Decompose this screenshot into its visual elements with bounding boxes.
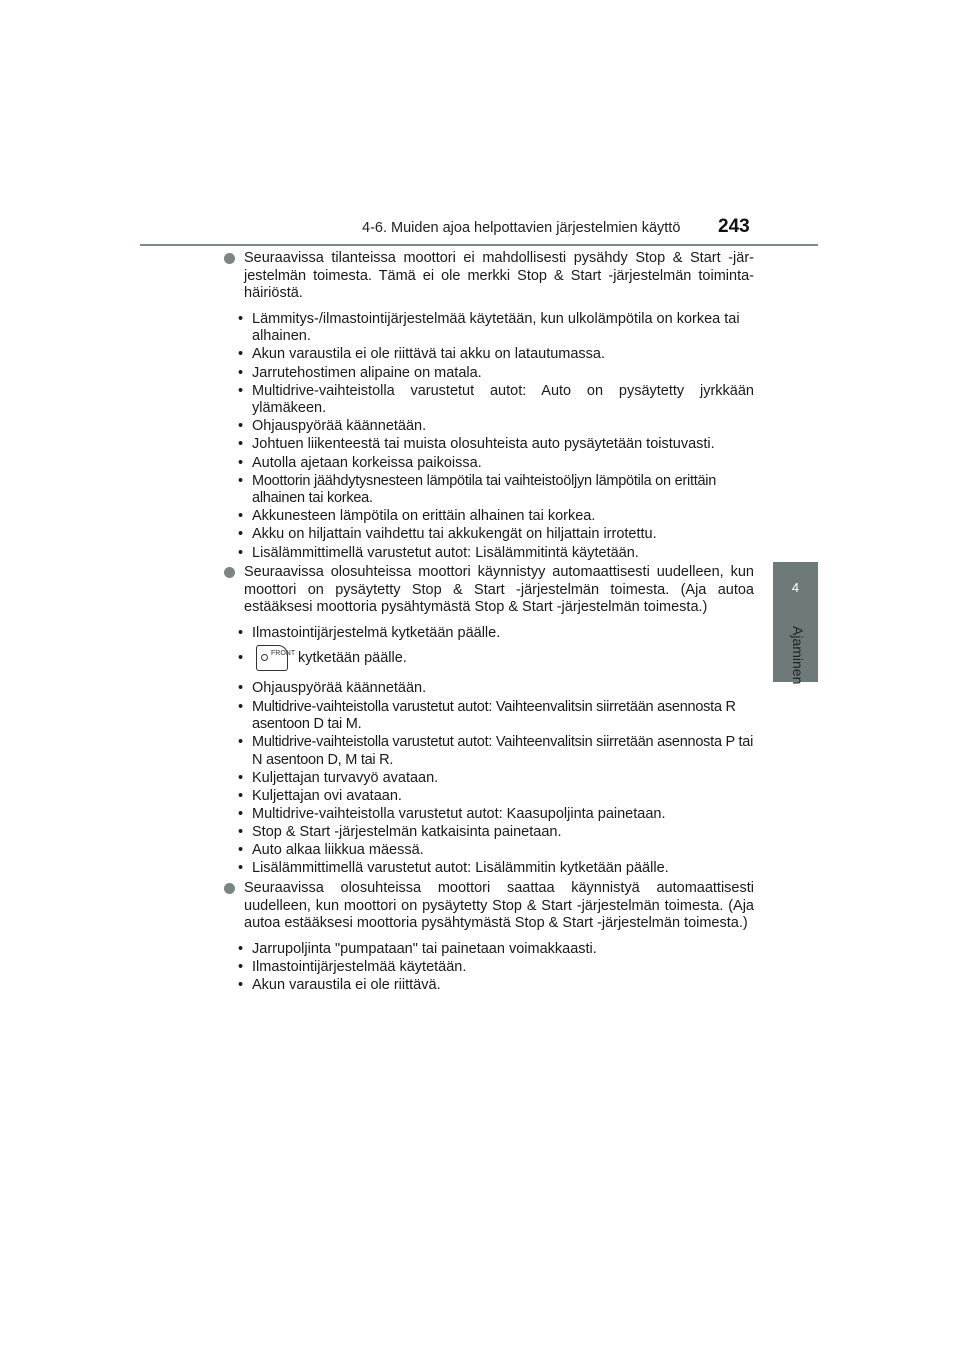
list-item: • Kuljettajan turvavyö avataan. <box>238 769 439 786</box>
circle-bullet-icon <box>224 883 235 894</box>
list-item: • Jarrutehostimen alipaine on matala. <box>238 364 482 381</box>
list-item: • Ohjauspyörää käännetään. <box>238 680 427 697</box>
chapter-tab-label: Ajaminen <box>790 626 806 685</box>
list-item: • Akun varaustila ei ole riittävä tai akku on latautumassa. <box>238 346 606 363</box>
list-item: • Autolla ajetaan korkeissa paikoissa. <box>238 454 482 471</box>
list-item: • Moottorin jäähdytysnesteen lämpötila tai vaihteistoöljyn lämpötila on erittäin alhainen tai korkea. <box>238 472 717 507</box>
list-item: • Lämmitys-/ilmastointijärjestelmää käytetään, kun ulkolämpötila on korkea tai alhainen. <box>238 310 740 345</box>
main-paragraph-1 <box>224 250 754 303</box>
list-item: • Ilmastointijärjestelmää käytetään. <box>238 958 467 975</box>
list-item: • FRONT kytketään päälle. <box>238 648 754 678</box>
list-item: • Lisälämmittimellä varustetut autot: Lisälämmitin kytketään päälle. <box>238 860 669 877</box>
list-item: • Johtuen liikenteestä tai muista olosuhteista auto pysäytetään toistuvasti. <box>238 436 715 453</box>
list-item: • Multidrive-vaihteistolla varustetut autot: Auto on pysäytetty jyrkkään ylämäkeen. <box>238 382 754 417</box>
list-item: • Jarrupoljinta "pumpataan" tai painetaan voimakkaasti. <box>238 940 597 957</box>
list-item: • Akkunesteen lämpötila on erittäin alhainen tai korkea. <box>238 508 596 525</box>
list-item: • Multidrive-vaihteistolla varustetut autot: Vaihteenvalitsin siirretään asennosta R asentoon D tai M. <box>238 698 736 733</box>
page-content <box>224 250 754 995</box>
list-item: • Ilmastointijärjestelmä kytketään päälle. <box>238 624 501 641</box>
circle-bullet-icon <box>224 253 235 264</box>
main-paragraph-2 <box>224 564 754 617</box>
front-defroster-button-icon: FRONT <box>256 645 288 671</box>
list-item: • Akun varaustila ei ole riittävä. <box>238 976 441 993</box>
main-paragraph-text: Seuraavissa olosuhteissa moottori käynnistyy automaattisesti uudelleen, kun moottori on pysäytetty Stop & Start -järjestelmän toimesta. (Aja autoa estääksesi moottoria pysähtymästä Stop & Start -järjestelmän toimesta.) <box>244 564 754 616</box>
list-item: • Ohjauspyörää käännetään. <box>238 418 427 435</box>
sub-list-3 <box>238 941 754 995</box>
page-number: 243 <box>718 216 750 237</box>
list-item: • Stop & Start -järjestelmän katkaisinta painetaan. <box>238 824 562 841</box>
main-paragraph-3 <box>224 880 754 933</box>
list-item: • Multidrive-vaihteistolla varustetut autot: Vaihteenvalitsin siirretään asennosta P tai N asentoon D, M tai R. <box>238 734 754 768</box>
list-item: • Akku on hiljattain vaihdettu tai akkukengät on hiljattain irrotettu. <box>238 526 657 543</box>
list-item: • Lisälämmittimellä varustetut autot: Lisälämmitintä käytetään. <box>238 544 639 561</box>
sub-list-2 <box>238 625 754 878</box>
main-paragraph-text: Seuraavissa olosuhteissa moottori saattaa käynnistyä automaattisesti uudelleen, kun moottori on pysäytetty Stop & Start -järjestelmän toimesta. (Aja autoa estääksesi moottoria pysähtymästä Stop & Start -järjestelmän toimesta.) <box>244 880 754 932</box>
list-item: • Multidrive-vaihteistolla varustetut autot: Kaasupoljinta painetaan. <box>238 806 666 823</box>
sub-list-1 <box>238 311 754 562</box>
main-paragraph-text: Seuraavissa tilanteissa moottori ei mahdollisesti pysähdy Stop & Start -jär-jestelmän toimesta. Tämä ei ole merkki Stop & Start -järjestelmän toiminta-häiriöstä. <box>244 250 754 302</box>
circle-bullet-icon <box>224 567 235 578</box>
chapter-title: 4-6. Muiden ajoa helpottavien järjestelmien käyttö <box>362 220 681 236</box>
header-rule <box>140 244 818 246</box>
list-item: • Kuljettajan ovi avataan. <box>238 788 402 805</box>
list-item: • Auto alkaa liikkua mäessä. <box>238 842 424 859</box>
chapter-tab-number: 4 <box>791 580 800 595</box>
